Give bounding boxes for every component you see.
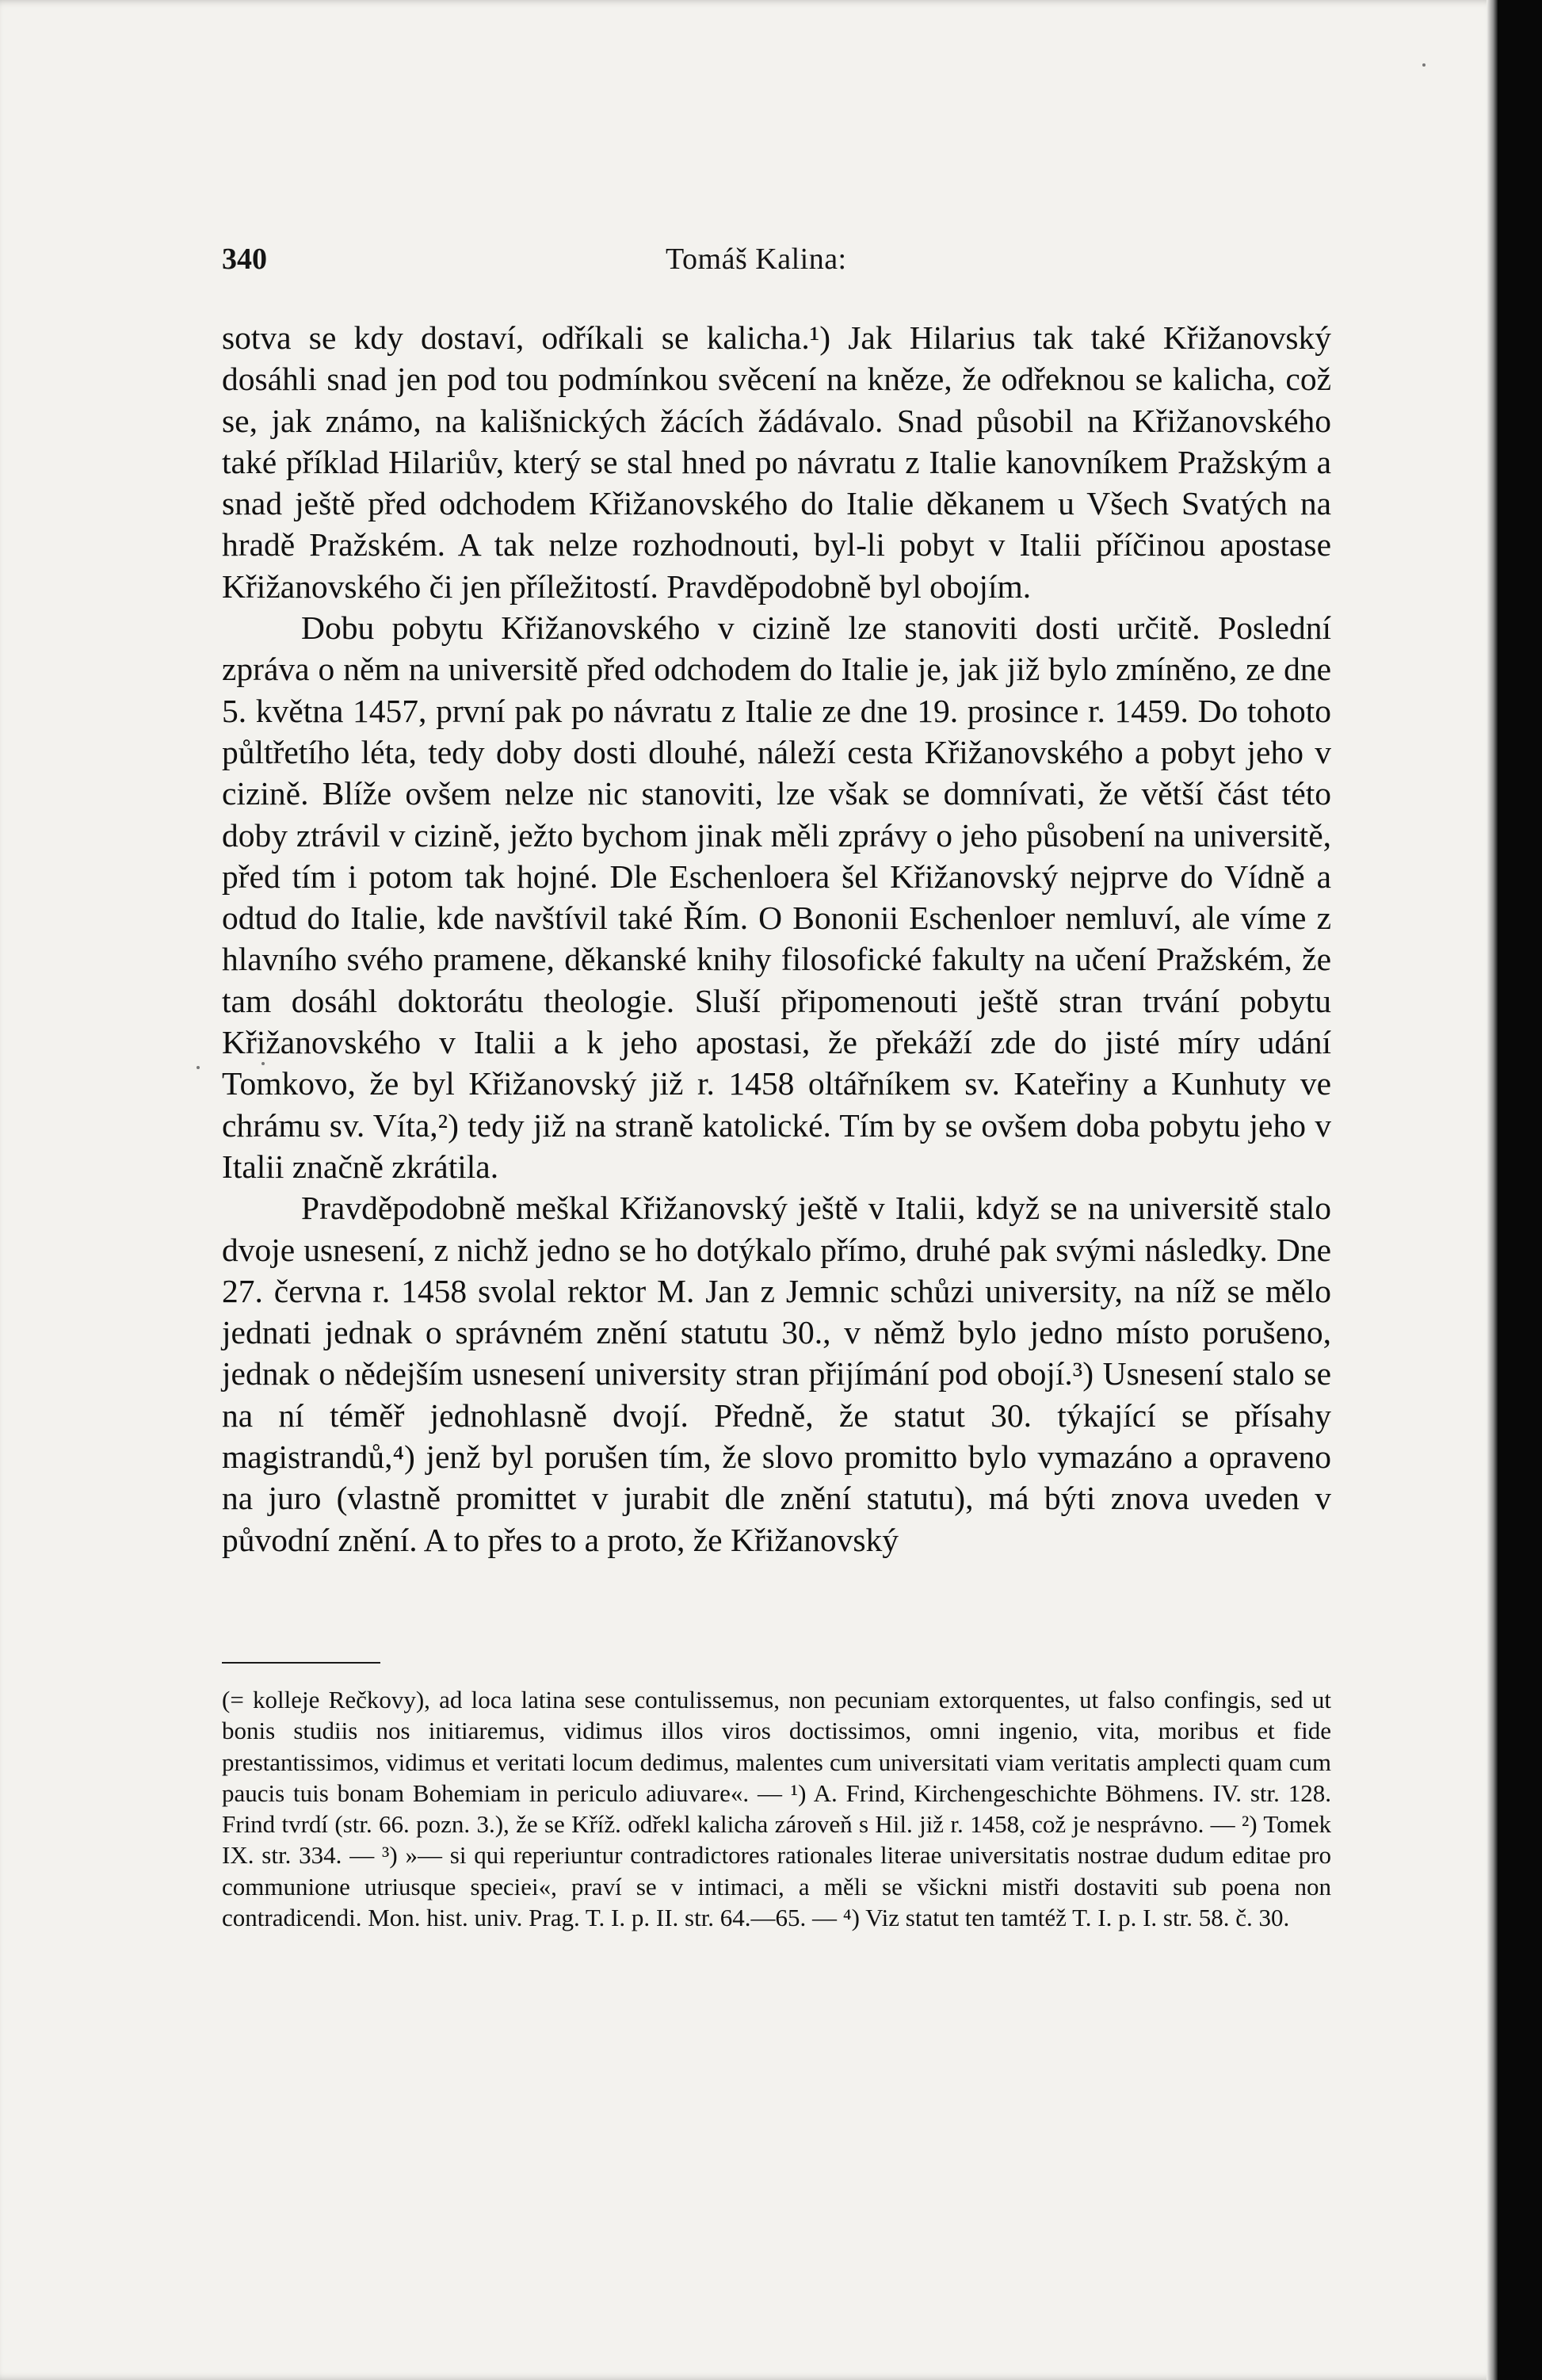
scan-speck (197, 1066, 200, 1069)
footnote-text: (= kolleje Rečkovy), ad loca latina sese contulissemus, non pecuniam extorquentes, ut falso confingis, sed ut bonis studiis nos initiaremus, vidimus illos viros doctissimos, omni ingenio, vita, moribus et fide prestantissimos, vidimus et veritati locum dedimus, malentes cum universitati viam veritatis amplecti quam cum paucis tuis bonam Bohemiam in periculo adiuvare«. — ¹) A. Frind, Kirchengeschichte Böhmens. IV. str. 128. Frind tvrdí (str. 66. pozn. 3.), že se Kříž. odřekl kalicha zároveň s Hil. již r. 1458, což je nesprávno. — ²) Tomek IX. str. 334. — ³) »— si qui reperiuntur contradictores rationales literae universitatis nostrae dudum editae pro communione utriusque speciei«, praví se v intimaci, a měli se všickni mistři dostaviti sub poena non contradicendi. Mon. hist. univ. Prag. T. I. p. II. str. 64.—65. — ⁴) Viz statut ten tamtéž T. I. p. I. str. 58. č. 30. (222, 1686, 1331, 1932)
paragraph-1: sotva se kdy dostaví, odříkali se kalicha.¹) Jak Hilarius tak také Křižanovský dosáhli snad jen pod tou podmínkou svěcení na kněze, že odřeknou se kalicha, což se, jak známo, na kališnických žácích žádávalo. Snad působil na Křižanovského také příklad Hilariův, který se stal hned po návratu z Italie kanovníkem Pražským a snad ještě před odchodem Křižanovského do Italie děkanem u Všech Svatých na hradě Pražském. A tak nelze rozhodnouti, byl-li pobyt v Italii příčinou apostase Křižanovského či jen příležitostí. Pravděpodobně byl obojím. (222, 319, 1331, 605)
scan-speck (1422, 63, 1426, 67)
paragraph-3: Pravděpodobně meškal Křižanovský ještě v Italii, když se na universitě stalo dvoje usnesení, z nichž jedno se ho dotýkalo přímo, druhé pak svými následky. Dne 27. června r. 1458 svolal rektor M. Jan z Jemnic schůzi university, na níž se mělo jednati jednak o správném znění statutu 30., v němž bylo jedno místo porušeno, jednak o nědejším usnesení university stran přijímání pod obojí.³) Usnesení stalo se na ní téměř jednohlasně dvojí. Předně, že statut 30. týkající se přísahy magistrandů,⁴) jenž byl porušen tím, že slovo promitto bylo vymazáno a opraveno na juro (vlastně promittet v jurabit dle znění statutu), má býti znova uveden v původní znění. A to přes to a proto, že Křižanovský (222, 1190, 1331, 1558)
main-text (222, 317, 1331, 1561)
page-edge-shadow (1487, 0, 1498, 2380)
footnotes (222, 1684, 1331, 1933)
paragraph-2: Dobu pobytu Křižanovského v cizině lze stanoviti dosti určitě. Poslední zpráva o něm na universitě před odchodem do Italie je, jak již bylo zmíněno, ze dne 5. května 1457, první pak po návratu z Italie ze dne 19. prosince r. 1459. Do tohoto půltřetího léta, tedy doby dosti dlouhé, náleží cesta Křižanovského a pobyt jeho v cizině. Blíže ovšem nelze nic stanoviti, lze však se domnívati, že větší část této doby ztrávil v cizině, ježto bychom jinak měli zprávy o jeho působení na universitě, před tím i potom tak hojné. Dle Eschenloera šel Křižanovský nejprve do Vídně a odtud do Italie, kde navštívil také Řím. O Bononii Eschenloer nemluví, ale víme z hlavního svého pramene, děkanské knihy filosofické fakulty na učení Pražském, že tam dosáhl doktorátu theologie. Sluší připomenouti ještě stran trvání pobytu Křižanovského v Italii a k jeho apostasi, že překáží zde do jisté míry udání Tomkovo, že byl Křižanovský již r. 1458 oltářníkem sv. Kateřiny a Kunhuty ve chrámu sv. Víta,²) tedy již na straně katolické. Tím by se ovšem doba pobytu jeho v Italii značně zkrátila. (222, 609, 1331, 1185)
running-title: Tomáš Kalina: (666, 243, 847, 276)
footnote-separator (222, 1662, 380, 1664)
scan-speck (261, 1062, 265, 1065)
page-number: 340 (222, 243, 267, 276)
running-header (222, 242, 1331, 289)
